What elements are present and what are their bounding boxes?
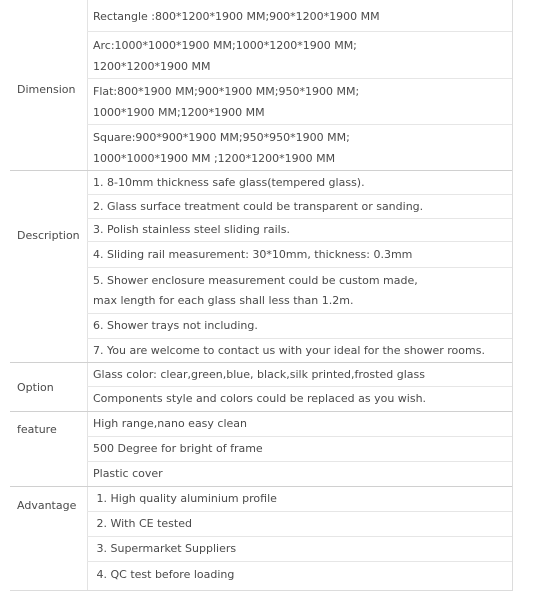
- section-label: Option: [10, 363, 88, 411]
- table-row: Components style and colors could be replaced as you wish.: [93, 392, 427, 405]
- section-label: Dimension: [10, 0, 88, 170]
- table-row: 4. QC test before loading: [93, 568, 235, 581]
- table-row: 6. Shower trays not including.: [87, 314, 512, 339]
- table-row: 2. With CE tested: [87, 512, 512, 537]
- table-row: 3. Polish stainless steel sliding rails.: [87, 219, 512, 242]
- section-label: Description: [10, 171, 88, 362]
- section-advantage: [10, 487, 512, 590]
- table-row: Plastic cover: [93, 467, 163, 480]
- table-row: Glass color: clear,green,blue, black,silk printed,frosted glass: [87, 363, 512, 387]
- table-row: Rectangle :800*1200*1900 MM;900*1200*1900 MM: [87, 0, 512, 32]
- table-row: 2. Glass surface treatment could be transparent or sanding.: [87, 195, 512, 219]
- section-feature: [10, 412, 512, 486]
- section-label: feature: [10, 412, 88, 486]
- spec-table: [10, 0, 513, 591]
- section-label: Advantage: [10, 487, 88, 590]
- table-row: 4. Sliding rail measurement: 30*10mm, thickness: 0.3mm: [87, 242, 512, 268]
- table-row: Square:900*900*1900 MM;950*950*1900 MM; 1000*1000*1900 MM ;1200*1200*1900 MM: [93, 131, 350, 165]
- table-row: 5. Shower enclosure measurement could be custom made, max length for each glass shall less than 1.2m.: [87, 268, 512, 314]
- section-option: [10, 363, 512, 411]
- table-row: 7. You are welcome to contact us with your ideal for the shower rooms.: [93, 344, 485, 357]
- table-row: 500 Degree for bright of frame: [87, 437, 512, 462]
- section-dimension: [10, 0, 512, 170]
- table-row: 3. Supermarket Suppliers: [87, 537, 512, 562]
- table-row: 1. 8-10mm thickness safe glass(tempered glass).: [87, 171, 512, 195]
- table-row: High range,nano easy clean: [87, 412, 512, 437]
- table-row: 1. High quality aluminium profile: [87, 487, 512, 512]
- table-row: Arc:1000*1000*1900 MM;1000*1200*1900 MM; 1200*1200*1900 MM: [87, 32, 512, 79]
- section-description: [10, 171, 512, 362]
- table-row: Flat:800*1900 MM;900*1900 MM;950*1900 MM; 1000*1900 MM;1200*1900 MM: [87, 79, 512, 125]
